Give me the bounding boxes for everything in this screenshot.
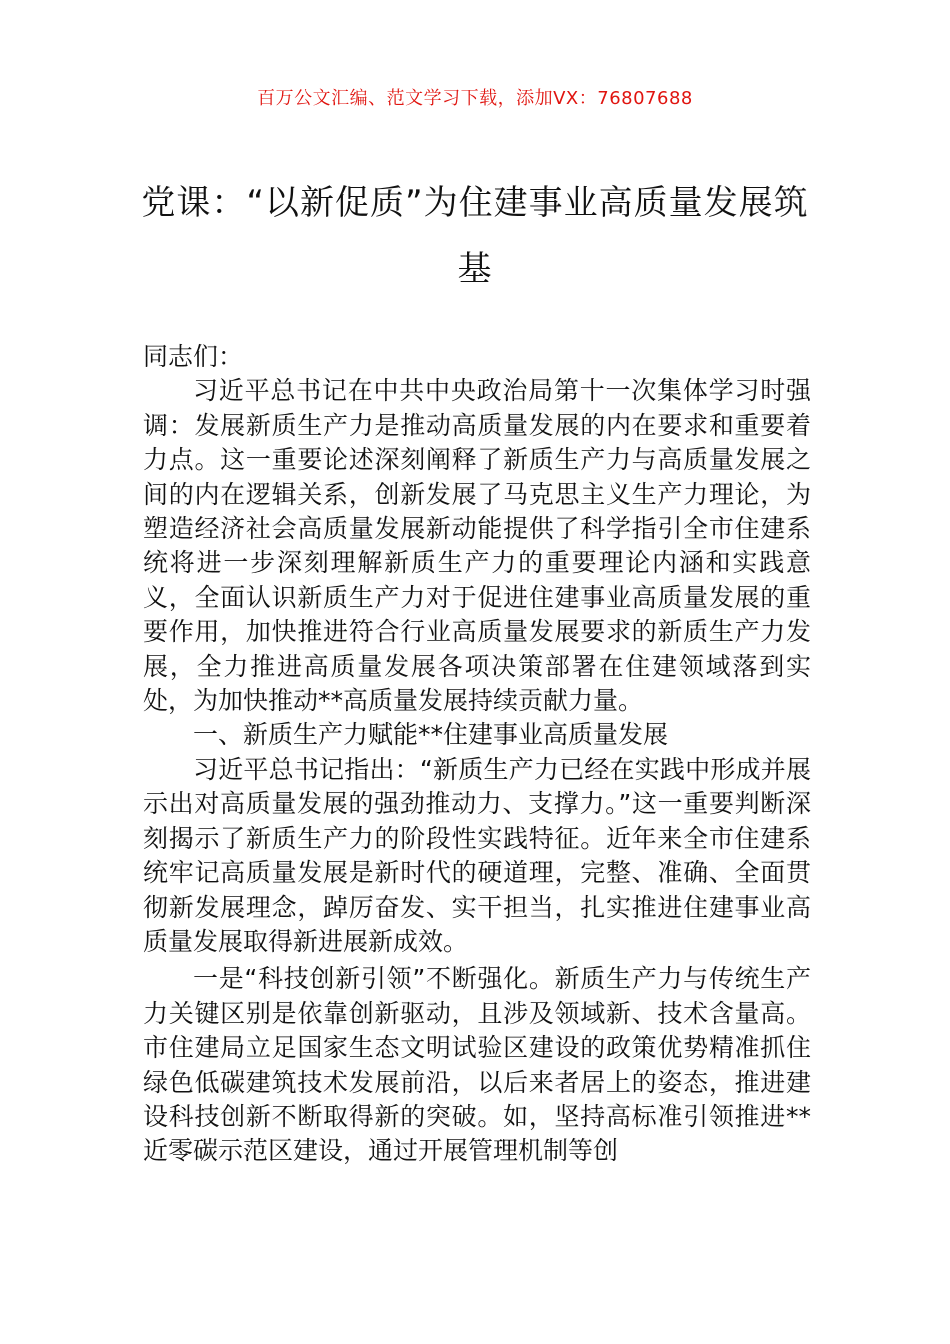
- section-heading-1: 一、新质生产力赋能**住建事业高质量发展: [193, 720, 669, 750]
- paragraph-point-1: 一是“科技创新引领”不断强化。新质生产力与传统生产力关键区别是依靠创新驱动，且涉及领域新、技术含量高。市住建局立足国家生态文明试验区建设的政策优势精准抓住绿色低碳建筑技术发展前沿，以后来者居上的姿态，推进建设科技创新不断取得新的突破。如，坚持高标准引领推进**近零碳示范区建设，通过开展管理机制等创: [143, 964, 811, 1166]
- paragraph-section-1: 习近平总书记指出：“新质生产力已经在实践中形成并展示出对高质量发展的强劲推动力、支撑力。”这一重要判断深刻揭示了新质生产力的阶段性实践特征。近年来全市住建系统牢记高质量发展是新时代的硬道理，完整、准确、全面贯彻新发展理念，踔厉奋发、实干担当，扎实推进住建事业高质量发展取得新进展新成效。: [143, 754, 811, 956]
- header-watermark-note: 百万公文汇编、范文学习下载，添加VX：76807688: [257, 88, 693, 109]
- salutation: 同志们：: [143, 342, 244, 371]
- document-title: 党课：“以新促质”为住建事业高质量发展筑基: [141, 183, 809, 289]
- paragraph-intro: 习近平总书记在中共中央政治局第十一次集体学习时强调：发展新质生产力是推动高质量发展的内在要求和重要着力点。这一重要论述深刻阐释了新质生产力与高质量发展之间的内在逻辑关系，创新发展了马克思主义生产力理论，为塑造经济社会高质量发展新动能提供了科学指引全市住建系统将进一步深刻理解新质生产力的重要理论内涵和实践意义，全面认识新质生产力对于促进住建事业高质量发展的重要作用，加快推进符合行业高质量发展要求的新质生产力发展，全力推进高质量发展各项决策部署在住建领域落到实处，为加快推动**高质量发展持续贡献力量。: [143, 376, 811, 716]
- document-body: [143, 340, 811, 1169]
